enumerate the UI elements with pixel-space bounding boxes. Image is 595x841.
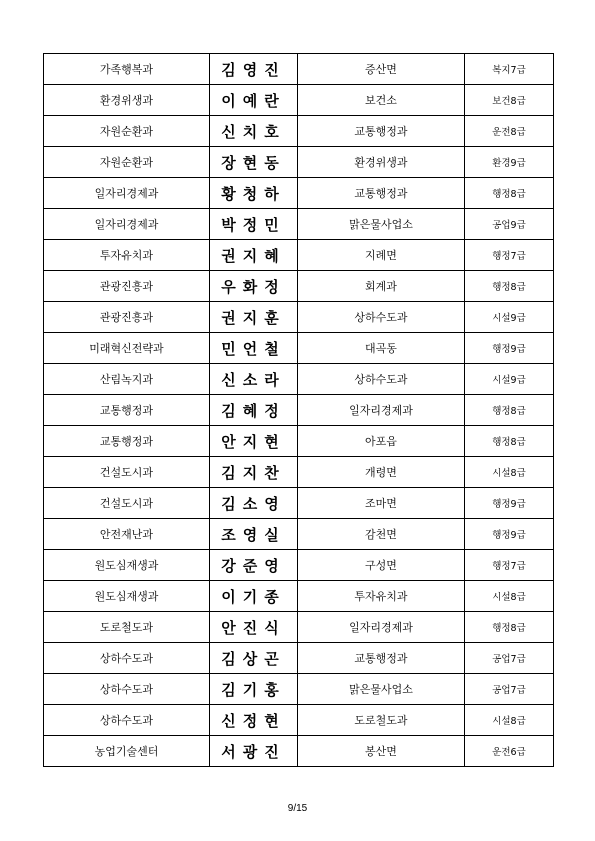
table-row	[44, 457, 554, 488]
grade-cell: 보건8급	[465, 85, 554, 116]
department-cell: 교통행정과	[44, 426, 210, 457]
grade-cell: 운전6급	[465, 736, 554, 767]
name-cell: 박정민	[210, 209, 298, 240]
name-cell: 우화정	[210, 271, 298, 302]
table-row	[44, 85, 554, 116]
table-row	[44, 612, 554, 643]
department-cell: 일자리경제과	[44, 178, 210, 209]
grade-cell: 행정7급	[465, 550, 554, 581]
table-row	[44, 643, 554, 674]
previous-post-cell: 구성면	[298, 550, 465, 581]
table-row	[44, 240, 554, 271]
grade-cell: 시설9급	[465, 364, 554, 395]
previous-post-cell: 조마면	[298, 488, 465, 519]
department-cell: 일자리경제과	[44, 209, 210, 240]
grade-cell: 공업7급	[465, 643, 554, 674]
department-cell: 건설도시과	[44, 457, 210, 488]
department-cell: 상하수도과	[44, 705, 210, 736]
previous-post-cell: 아포읍	[298, 426, 465, 457]
department-cell: 원도심재생과	[44, 550, 210, 581]
previous-post-cell: 일자리경제과	[298, 612, 465, 643]
table-row	[44, 302, 554, 333]
name-cell: 김상곤	[210, 643, 298, 674]
name-cell: 안지현	[210, 426, 298, 457]
previous-post-cell: 환경위생과	[298, 147, 465, 178]
name-cell: 장현동	[210, 147, 298, 178]
grade-cell: 행정8급	[465, 426, 554, 457]
grade-cell: 복지7급	[465, 54, 554, 85]
department-cell: 관광진흥과	[44, 302, 210, 333]
department-cell: 상하수도과	[44, 643, 210, 674]
grade-cell: 시설9급	[465, 302, 554, 333]
name-cell: 권지훈	[210, 302, 298, 333]
grade-cell: 행정9급	[465, 488, 554, 519]
department-cell: 건설도시과	[44, 488, 210, 519]
table-row	[44, 488, 554, 519]
name-cell: 김영진	[210, 54, 298, 85]
table-row	[44, 395, 554, 426]
table-row	[44, 209, 554, 240]
grade-cell: 시설8급	[465, 705, 554, 736]
name-cell: 서광진	[210, 736, 298, 767]
grade-cell: 행정8급	[465, 178, 554, 209]
previous-post-cell: 도로철도과	[298, 705, 465, 736]
previous-post-cell: 교통행정과	[298, 643, 465, 674]
grade-cell: 공업9급	[465, 209, 554, 240]
previous-post-cell: 회계과	[298, 271, 465, 302]
department-cell: 투자유치과	[44, 240, 210, 271]
name-cell: 민언철	[210, 333, 298, 364]
department-cell: 도로철도과	[44, 612, 210, 643]
department-cell: 산림녹지과	[44, 364, 210, 395]
name-cell: 김지찬	[210, 457, 298, 488]
department-cell: 교통행정과	[44, 395, 210, 426]
table-row	[44, 426, 554, 457]
previous-post-cell: 상하수도과	[298, 302, 465, 333]
grade-cell: 행정8급	[465, 612, 554, 643]
department-cell: 농업기술센터	[44, 736, 210, 767]
table-row	[44, 147, 554, 178]
name-cell: 신정현	[210, 705, 298, 736]
name-cell: 황청하	[210, 178, 298, 209]
grade-cell: 공업7급	[465, 674, 554, 705]
table-row	[44, 674, 554, 705]
name-cell: 강준영	[210, 550, 298, 581]
name-cell: 김기홍	[210, 674, 298, 705]
department-cell: 원도심재생과	[44, 581, 210, 612]
table-row	[44, 333, 554, 364]
name-cell: 신소라	[210, 364, 298, 395]
grade-cell: 행정8급	[465, 395, 554, 426]
grade-cell: 행정8급	[465, 271, 554, 302]
grade-cell: 시설8급	[465, 581, 554, 612]
previous-post-cell: 감천면	[298, 519, 465, 550]
table-row	[44, 550, 554, 581]
grade-cell: 운전8급	[465, 116, 554, 147]
previous-post-cell: 교통행정과	[298, 178, 465, 209]
table-row	[44, 736, 554, 767]
department-cell: 안전재난과	[44, 519, 210, 550]
grade-cell: 환경9급	[465, 147, 554, 178]
table-row	[44, 54, 554, 85]
department-cell: 상하수도과	[44, 674, 210, 705]
department-cell: 미래혁신전략과	[44, 333, 210, 364]
name-cell: 권지혜	[210, 240, 298, 271]
table-row	[44, 705, 554, 736]
grade-cell: 시설8급	[465, 457, 554, 488]
previous-post-cell: 대곡동	[298, 333, 465, 364]
grade-cell: 행정7급	[465, 240, 554, 271]
previous-post-cell: 일자리경제과	[298, 395, 465, 426]
grade-cell: 행정9급	[465, 333, 554, 364]
previous-post-cell: 보건소	[298, 85, 465, 116]
department-cell: 자원순환과	[44, 116, 210, 147]
name-cell: 조영실	[210, 519, 298, 550]
name-cell: 안진식	[210, 612, 298, 643]
previous-post-cell: 증산면	[298, 54, 465, 85]
name-cell: 김혜정	[210, 395, 298, 426]
previous-post-cell: 맑은물사업소	[298, 209, 465, 240]
personnel-table	[43, 53, 554, 767]
table-row	[44, 364, 554, 395]
name-cell: 신치호	[210, 116, 298, 147]
department-cell: 환경위생과	[44, 85, 210, 116]
personnel-table-body	[44, 54, 554, 767]
previous-post-cell: 투자유치과	[298, 581, 465, 612]
table-row	[44, 519, 554, 550]
previous-post-cell: 지례면	[298, 240, 465, 271]
previous-post-cell: 개령면	[298, 457, 465, 488]
name-cell: 이예란	[210, 85, 298, 116]
table-row	[44, 581, 554, 612]
previous-post-cell: 교통행정과	[298, 116, 465, 147]
previous-post-cell: 상하수도과	[298, 364, 465, 395]
grade-cell: 행정9급	[465, 519, 554, 550]
department-cell: 자원순환과	[44, 147, 210, 178]
table-row	[44, 116, 554, 147]
previous-post-cell: 봉산면	[298, 736, 465, 767]
department-cell: 관광진흥과	[44, 271, 210, 302]
table-row	[44, 178, 554, 209]
page-number: 9/15	[287, 803, 308, 814]
department-cell: 가족행복과	[44, 54, 210, 85]
name-cell: 이기종	[210, 581, 298, 612]
previous-post-cell: 맑은물사업소	[298, 674, 465, 705]
table-row	[44, 271, 554, 302]
name-cell: 김소영	[210, 488, 298, 519]
